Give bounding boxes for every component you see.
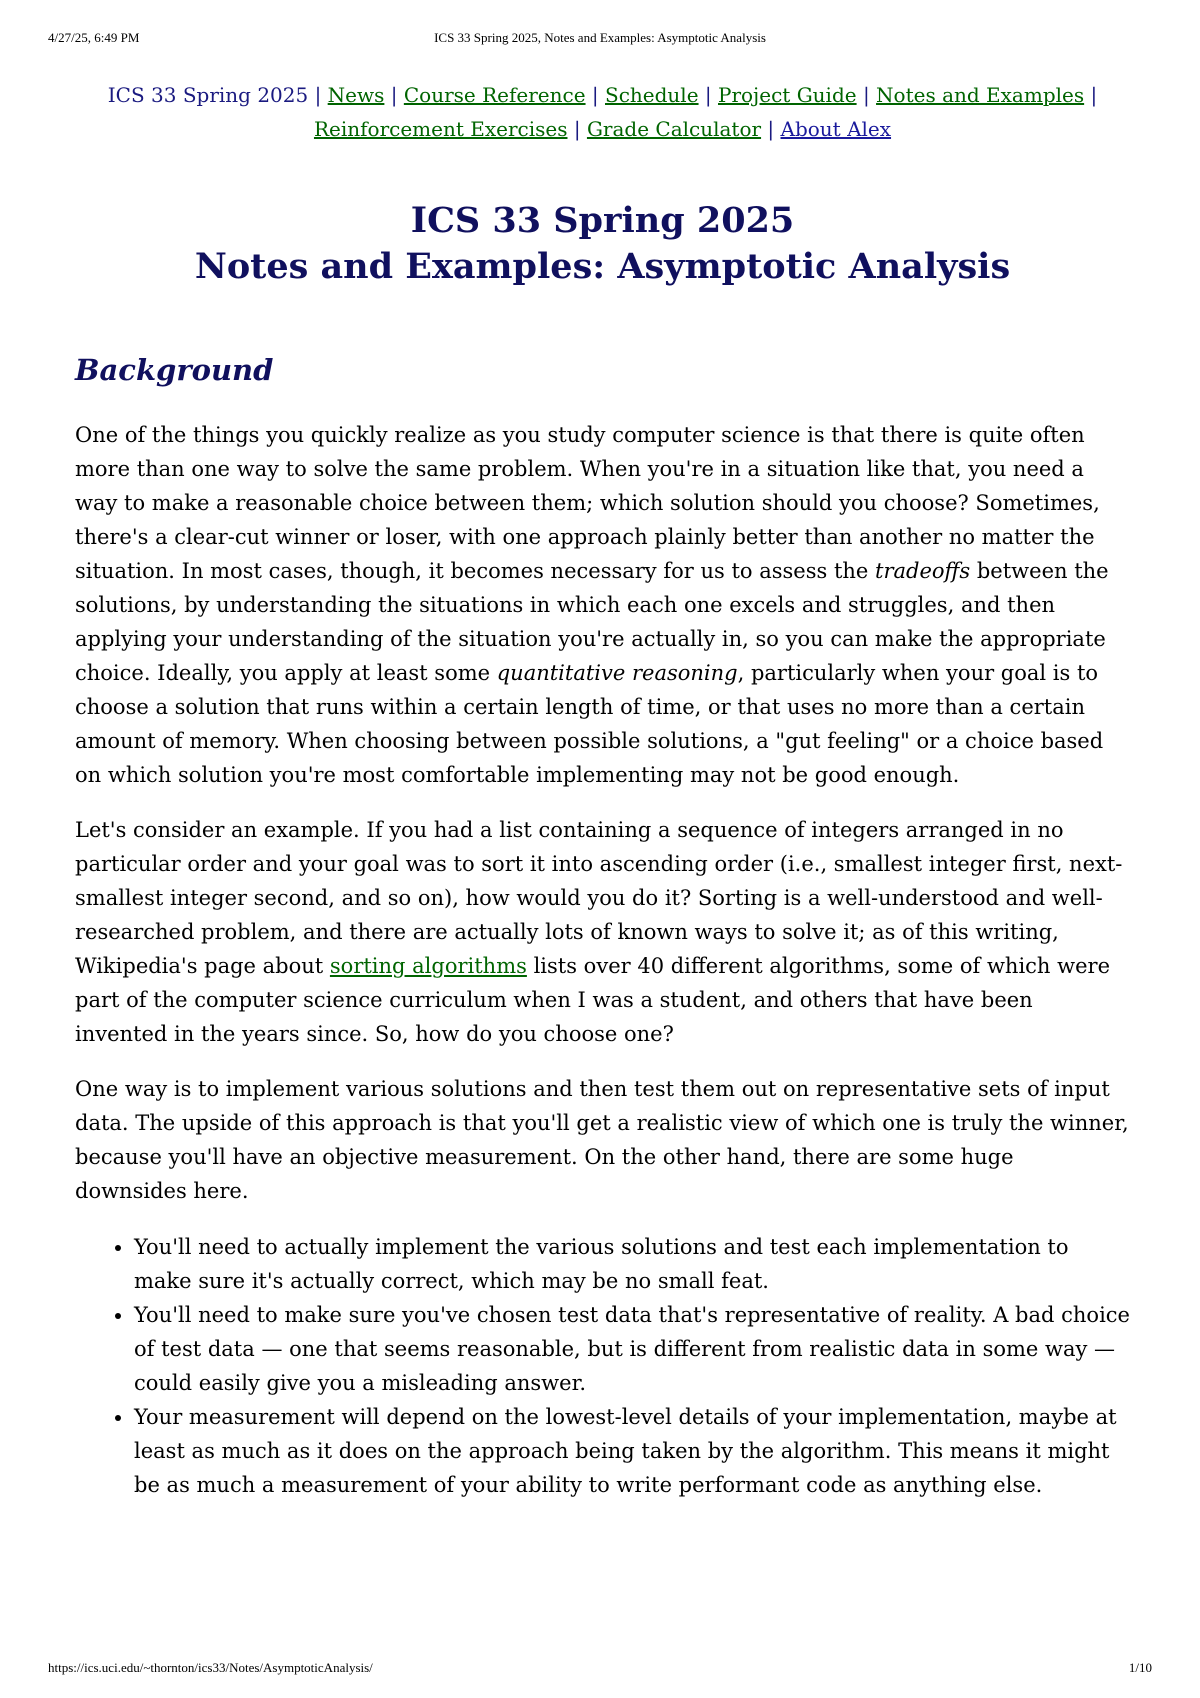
- list-item: • You'll need to make sure you've chosen test data that's representative of reality. A bad choice of test data — one that seems reasonable, but is different from realistic data in some way — could easily give you a misleading answer.: [134, 1298, 1130, 1400]
- sorting-algorithms-link[interactable]: sorting algorithms: [329, 954, 527, 978]
- course-navbar: ICS 33 Spring 2025 | News | Course Reference | Schedule | Project Guide | Notes and Examples | Reinforcement Exercises | Grade Calculator | About Alex: [107, 83, 1098, 141]
- nav-link-notes-and-examples[interactable]: Notes and Examples: [876, 83, 1085, 107]
- print-url: https://ics.uci.edu/~thornton/ics33/Notes/AsymptoticAnalysis/: [48, 1660, 373, 1675]
- nav-link-about-alex[interactable]: About Alex: [780, 117, 892, 141]
- nav-link-course-reference[interactable]: Course Reference: [403, 83, 586, 107]
- paragraph-1: One of the things you quickly realize as you study computer science is that there is quite often more than one way to solve the same problem. When you're in a situation like that, you need a way to make a reasonable choice between them; which solution should you choose? Sometimes, there's a clear-cut winner or loser, with one approach plainly better than another no matter the situation. In most cases, though, it becomes necessary for us to assess the tradeoffs between the solutions, by understanding the situations in which each one excels and struggles, and then applying your understanding of the situation you're actually in, so you can make the appropriate choice. Ideally, you apply at least some quantitative reasoning, particularly when your goal is to choose a solution that runs within a certain length of time, or that uses no more than a certain amount of memory. When choosing between possible solutions, a "gut feeling" or a choice based on which solution you're most comfortable implementing may not be good enough.: [75, 423, 1109, 787]
- page-title: [75, 198, 1130, 290]
- print-page-title: ICS 33 Spring 2025, Notes and Examples: Asymptotic Analysis: [434, 30, 766, 45]
- nav-link-grade-calculator[interactable]: Grade Calculator: [586, 117, 762, 141]
- list-item: • You'll need to actually implement the various solutions and test each implementation to make sure it's actually correct, which may be no small feat.: [134, 1230, 1130, 1298]
- nav-link-schedule[interactable]: Schedule: [605, 83, 699, 107]
- print-datetime: 4/27/25, 6:49 PM: [48, 30, 140, 45]
- nav-course-name: ICS 33 Spring 2025: [107, 83, 309, 107]
- paragraph-2: Let's consider an example. If you had a list containing a sequence of integers arranged in no particular order and your goal was to sort it into ascending order (i.e., smallest integer first, next-smallest integer second, and so on), how would you do it? Sorting is a well-understood and well-researched problem, and there are actually lots of known ways to solve it; as of this writing, Wikipedia's page about sorting algorithms lists over 40 different algorithms, some of which were part of the computer science curriculum when I was a student, and others that have been invented in the years since. So, how do you choose one?: [75, 818, 1123, 1046]
- page-title-line-1: ICS 33 Spring 2025: [410, 200, 795, 241]
- emphasis-quantitative-reasoning: quantitative reasoning: [496, 661, 738, 685]
- nav-link-reinforcement-exercises[interactable]: Reinforcement Exercises: [313, 117, 568, 141]
- section-heading-background: Background: [75, 353, 274, 387]
- downsides-list: [75, 1230, 1130, 1502]
- page-title-line-2: Notes and Examples: Asymptotic Analysis: [194, 246, 1011, 287]
- list-item: • Your measurement will depend on the lowest-level details of your implementation, maybe at least as much as it does on the approach being taken by the algorithm. This means it might be as much a measurement of your ability to write performant code as anything else.: [134, 1400, 1130, 1502]
- print-page-number: 1/10: [1128, 1660, 1152, 1675]
- paragraph-3: One way is to implement various solutions and then test them out on representative sets of input data. The upside of this approach is that you'll get a realistic view of which one is truly the winner, because you'll have an objective measurement. On the other hand, there are some huge downsides here.: [75, 1077, 1129, 1203]
- nav-link-news[interactable]: News: [327, 83, 385, 107]
- nav-link-project-guide[interactable]: Project Guide: [718, 83, 857, 107]
- page-content: [75, 78, 1130, 1502]
- emphasis-tradeoffs: tradeoffs: [875, 559, 971, 583]
